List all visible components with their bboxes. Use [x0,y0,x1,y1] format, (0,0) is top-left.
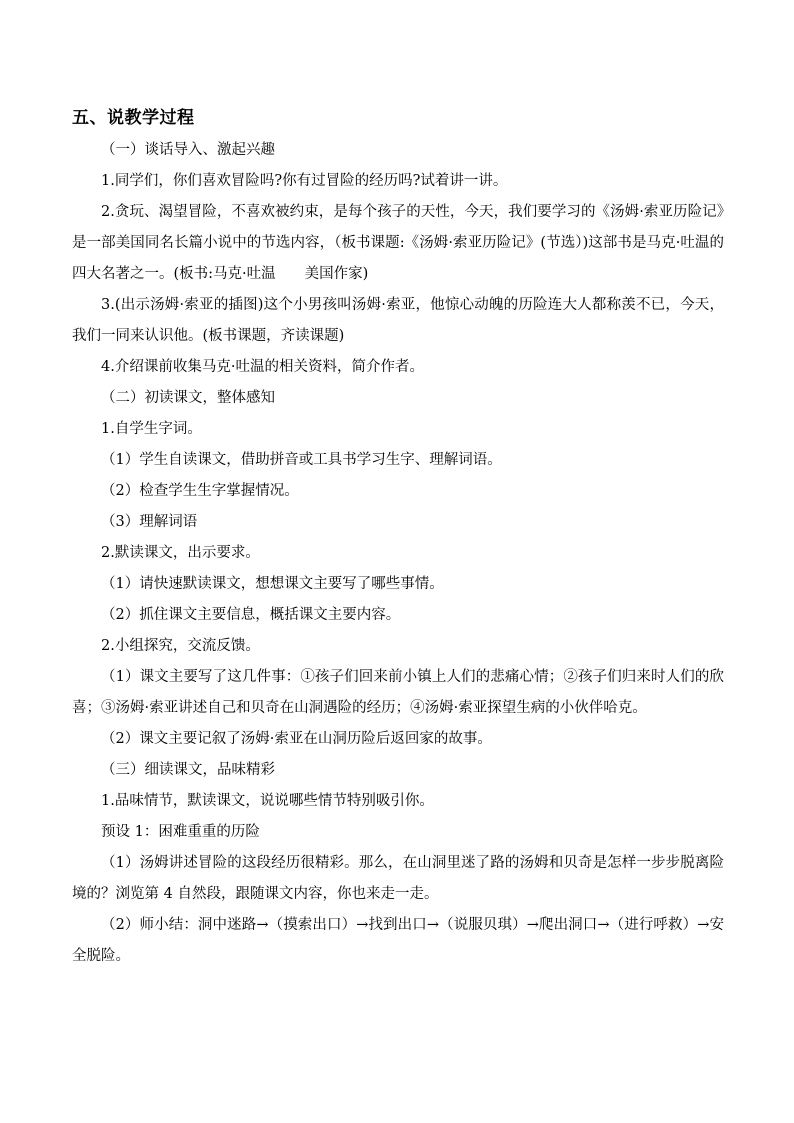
paragraph: （2）师小结：洞中迷路→（摸索出口）→找到出口→（说服贝琪）→爬出洞口→（进行呼救）→安全脱险。 [72,917,724,964]
section-title: 五、说教学过程 [72,108,195,128]
paragraph: 预设 1：困难重重的历险 [101,824,260,840]
subsection-heading-close-reading: （三）细读课文，品味精彩 [101,762,275,778]
paragraph: 1.品味情节，默读课文，说说哪些情节特别吸引你。 [101,793,434,809]
paragraph: （1）汤姆讲述冒险的这段经历很精彩。那么，在山洞里迷了路的汤姆和贝奇是怎样一步步脱离险境的？浏览第 4 自然段，跟随课文内容，你也来走一走。 [72,855,724,902]
paragraph: 2.贪玩、渴望冒险，不喜欢被约束，是每个孩子的天性，今天，我们要学习的《汤姆·索亚历险记》是一部美国同名长篇小说中的节选内容，（板书课题:《汤姆·索亚历险记》(节选）)这部书是马克·吐温的四大名著之一。(板书:马克·吐温 美国作家) [72,204,724,282]
subsection-heading-intro: （一）谈话导入、激起兴趣 [101,142,275,158]
subsection-heading-first-reading: （二）初读课文，整体感知 [101,390,275,406]
paragraph: 1.自学生字词。 [101,421,202,437]
paragraph: 2.默读课文，出示要求。 [101,545,260,561]
paragraph: （2）抓住课文主要信息，概括课文主要内容。 [101,607,401,623]
paragraph: （3）理解词语 [101,514,198,530]
paragraph: （1）课文主要写了这几件事：①孩子们回来前小镇上人们的悲痛心情；②孩子们归来时人们的欣喜；③汤姆·索亚讲述自己和贝奇在山洞遇险的经历；④汤姆·索亚探望生病的小伙伴哈克。 [72,669,724,716]
paragraph: （2）课文主要记叙了汤姆·索亚在山洞历险后返回家的故事。 [101,731,492,747]
paragraph: （1）请快速默读课文，想想课文主要写了哪些事情。 [101,576,444,592]
document-page [72,101,724,972]
paragraph: 1.同学们，你们喜欢冒险吗?你有过冒险的经历吗?试着讲一讲。 [101,173,508,189]
paragraph: （2）检查学生生字掌握情况。 [101,483,299,499]
paragraph: （1）学生自读课文，借助拼音或工具书学习生字、理解词语。 [101,452,502,468]
paragraph: 2.小组探究，交流反馈。 [101,638,260,654]
paragraph: 4.介绍课前收集马克·吐温的相关资料，简介作者。 [101,359,424,375]
paragraph: 3.(出示汤姆·索亚的插图)这个小男孩叫汤姆·索亚，他惊心动魄的历险连大人都称羡不已，今天，我们一同来认识他。(板书课题，齐读课题) [72,297,724,344]
